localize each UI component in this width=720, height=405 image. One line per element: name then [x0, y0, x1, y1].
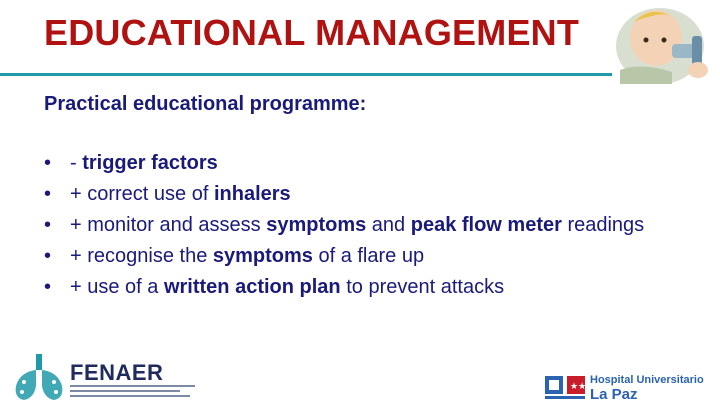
bullet-text: of a flare up [312, 245, 425, 267]
bullet-emphasis: written action plan [163, 276, 341, 298]
bullet-text: + use of a [70, 276, 164, 298]
bullet-emphasis: symptoms [212, 245, 313, 267]
bullet-text: + monitor and assess [70, 214, 267, 236]
bullet-text: readings [561, 214, 645, 236]
bullet-item [44, 214, 664, 236]
bullet-text: to prevent attacks [340, 276, 505, 298]
hospital-name-line2: La Paz [590, 386, 638, 403]
bullet-list [44, 152, 664, 307]
bullet-item [44, 183, 664, 205]
bullet-emphasis: inhalers [213, 183, 291, 205]
bullet-text: + correct use of [70, 183, 214, 205]
svg-text:★★: ★★ [570, 381, 587, 391]
section-subtitle: Practical educational programme: [44, 93, 367, 115]
salud-madrid-icon [545, 376, 589, 402]
lungs-icon [16, 354, 63, 400]
bullet-dot: • [44, 152, 52, 174]
fenaer-logo-subtext [70, 385, 200, 399]
bullet-text: and [366, 214, 411, 236]
bullet-dot: • [44, 214, 52, 236]
hospital-name-line1: Hospital Universitario [590, 374, 704, 386]
bullet-item [44, 276, 664, 298]
bullet-item [44, 152, 664, 174]
bullet-text: + recognise the [70, 245, 213, 267]
child-inhaler-illustration [612, 0, 720, 84]
bullet-emphasis: peak flow meter [410, 214, 562, 236]
bullet-text: - [70, 152, 83, 174]
bullet-item [44, 245, 664, 267]
bullet-emphasis: symptoms [266, 214, 367, 236]
bullet-dot: • [44, 276, 52, 298]
bullet-emphasis: trigger factors [82, 152, 218, 174]
fenaer-logo-text: FENAER [70, 360, 164, 385]
bullet-dot: • [44, 183, 52, 205]
slide-title: EDUCATIONAL MANAGEMENT [44, 12, 580, 53]
bullet-dot: • [44, 245, 52, 267]
